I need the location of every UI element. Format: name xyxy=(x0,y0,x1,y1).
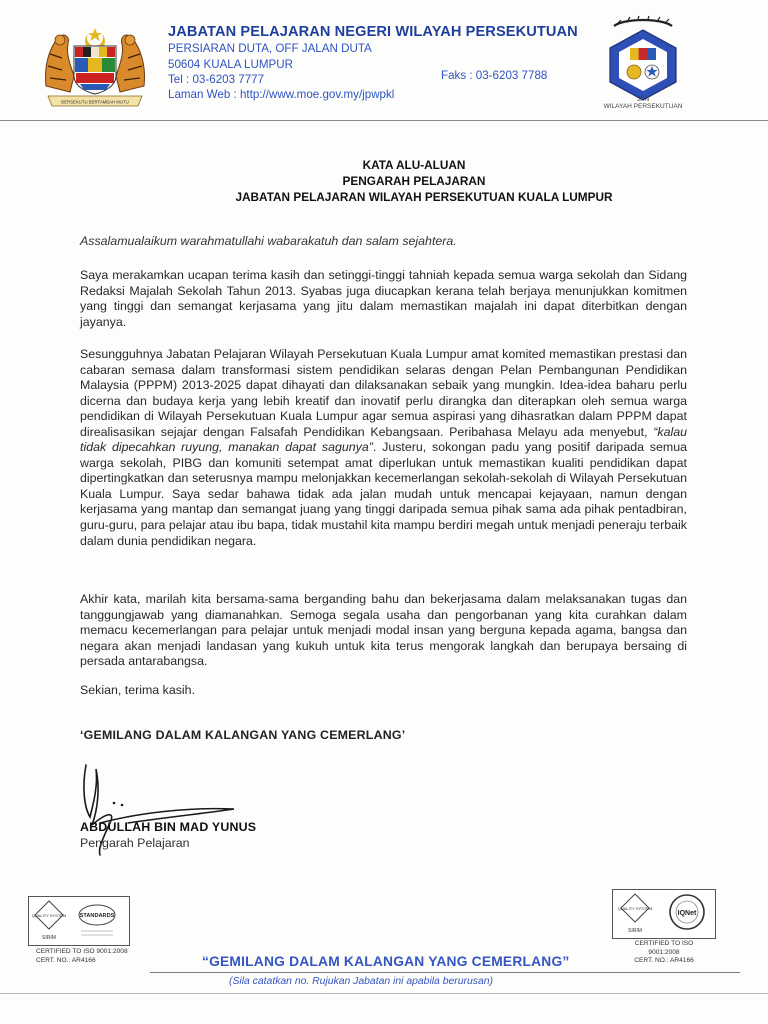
footer-motto: “GEMILANG DALAM KALANGAN YANG CEMERLANG” xyxy=(202,954,570,969)
badge-standards: STANDARDS xyxy=(79,913,115,919)
badge-sirim-right: SIRIM xyxy=(628,928,642,934)
title-line-1: KATA ALU-ALUAN xyxy=(362,158,466,172)
address-line-2: 50604 KUALA LUMPUR xyxy=(168,58,294,71)
reference-note: (Sila catatkan no. Rujukan Jabatan ini apabila berurusan) xyxy=(229,976,493,987)
jpn-logo-caption xyxy=(590,96,696,111)
footer-divider xyxy=(150,972,740,973)
badge-iqnet: IQNet xyxy=(677,910,697,917)
signatory-name: ABDULLAH BIN MAD YUNUS xyxy=(80,820,257,834)
certification-badges-right xyxy=(612,889,716,939)
cert-right-line-2: CERT. NO.: AR4166 xyxy=(634,957,694,964)
paragraph-2 xyxy=(80,347,687,549)
cert-left-line-2: CERT. NO.: AR4166 xyxy=(36,956,96,964)
iqnet-badge-icon xyxy=(613,890,715,938)
jpn-caption-line-1: JPN xyxy=(636,96,650,103)
website: Laman Web : http://www.moe.gov.my/jpwpkl xyxy=(168,88,395,101)
jpn-caption-line-2: WILAYAH PERSEKUTUAN xyxy=(603,103,683,111)
paragraph-2-part-2: . Justeru, sokongan padu yang positif daripada semua warga sekolah, PIBG dan komuniti setempat amat diperlukan untuk memastikan kualiti pendidikan dapat dipertingkatkan dan seterusnya mampu melonjakkan kecemerlangan sekolah-sekolah di Wilayah Persekutuan Kuala Lumpur. Saya sedar bahawa tidak ada jalan mudah untuk mencapai kejayaan, namun dengan kerjasama yang mantap dan semangat juang yang tinggi daripada semua pihak sama ada pihak pentadbiran, guru-guru, para pelajar atau ibu bapa, tidak mustahil kita mampu berdiri megah untuk menjadi peneraju terbaik dalam dunia pendidikan negara. xyxy=(80,440,687,548)
certification-badges-left xyxy=(28,896,130,946)
address-line-1: PERSIARAN DUTA, OFF JALAN DUTA xyxy=(168,42,372,55)
crest-motto: BERSEKUTU BERTAMBAH MUTU xyxy=(61,99,129,105)
badge-sirim: SIRIM xyxy=(42,935,56,941)
closing-line: Sekian, terima kasih. xyxy=(80,683,196,697)
paragraph-2-part-1: Sesungguhnya Jabatan Pelajaran Wilayah Persekutuan Kuala Lumpur amat komited memastikan prestasi dan cabaran semasa dalam transformasi sistem pendidikan selaras dengan Pelan Pembangunan Pendidikan Malaysia (PPPM) 2013-2025 dapat dihayati dan dilaksanakan sebaik yang mungkin. Idea-idea baharu perlu dicerna dan budaya kerja yang lebih kreatif dan inovatif perlu dirangka dan diterapkan oleh semua warga pendidikan di Wilayah Persekutuan Kuala Lumpur agar semua aspirasi yang dihasratkan dalam PPPM dapat direalisasikan sejajar dengan Falsafah Pendidikan Kebangsaan. Peribahasa Melayu ada menyebut, xyxy=(80,347,687,439)
title-line-2: PENGARAH PELAJARAN xyxy=(342,174,486,188)
organisation-name: JABATAN PELAJARAN NEGERI WILAYAH PERSEKUTUAN xyxy=(168,24,578,40)
signatory-title: Pengarah Pelajaran xyxy=(80,836,190,850)
coat-of-arms-logo xyxy=(40,24,150,109)
paragraph-3: Akhir kata, marilah kita bersama-sama berganding bahu dan bekerjasama dalam melaksanakan tugas dan tanggungjawab yang diamanahkan. Semoga segala usaha dan pengorbanan yang kita curahkan dalam memacu kecemerlangan para pelajar untuk menjadi modal insan yang berguna kepada agama, bangsa dan negara akan menjadi landasan yang kukuh untuk kita terus mengorak langkah dan berupaya bersaing di persada antarabangsa. xyxy=(80,592,687,669)
cert-right-line-1: CERTIFIED TO ISO 9001:2008 xyxy=(634,940,694,956)
greeting: Assalamualaikum warahmatullahi wabarakatuh dan salam sejahtera. xyxy=(80,234,457,248)
telephone: Tel : 03-6203 7777 xyxy=(168,73,265,86)
document-title xyxy=(0,157,768,205)
letterhead-divider xyxy=(0,120,768,121)
fax: Faks : 03-6203 7788 xyxy=(441,69,548,82)
badge-quality-system: QUALITY SYSTEM xyxy=(31,913,67,918)
certification-text-right xyxy=(620,940,708,966)
cert-left-line-1: CERTIFIED TO ISO 9001:2008 xyxy=(36,948,128,955)
page-bottom-divider xyxy=(0,993,768,994)
proverb-quote: “kalau tidak dipecahkan ruyung, manakan dapat sagunya” xyxy=(80,424,687,455)
paragraph-1: Saya merakamkan ucapan terima kasih dan setinggi-tinggi tahniah kepada semua warga sekolah dan Sidang Redaksi Majalah Sekolah Tahun 2013. Syabas juga diucapkan kerana telah berjaya menunjukkan komitmen yang tinggi dan semangat kerjasama yang jitu dalam memastikan majalah ini dapat diterbitkan dengan jayanya. xyxy=(80,268,687,329)
certification-text-left xyxy=(36,948,128,965)
title-line-3: JABATAN PELAJARAN WILAYAH PERSEKUTUAN KUALA LUMPUR xyxy=(235,190,613,204)
quality-system-badge-icon xyxy=(29,897,129,945)
motto: ‘GEMILANG DALAM KALANGAN YANG CEMERLANG’ xyxy=(80,728,406,742)
badge-quality-system-right: QUALITY SYSTEM xyxy=(617,906,653,911)
